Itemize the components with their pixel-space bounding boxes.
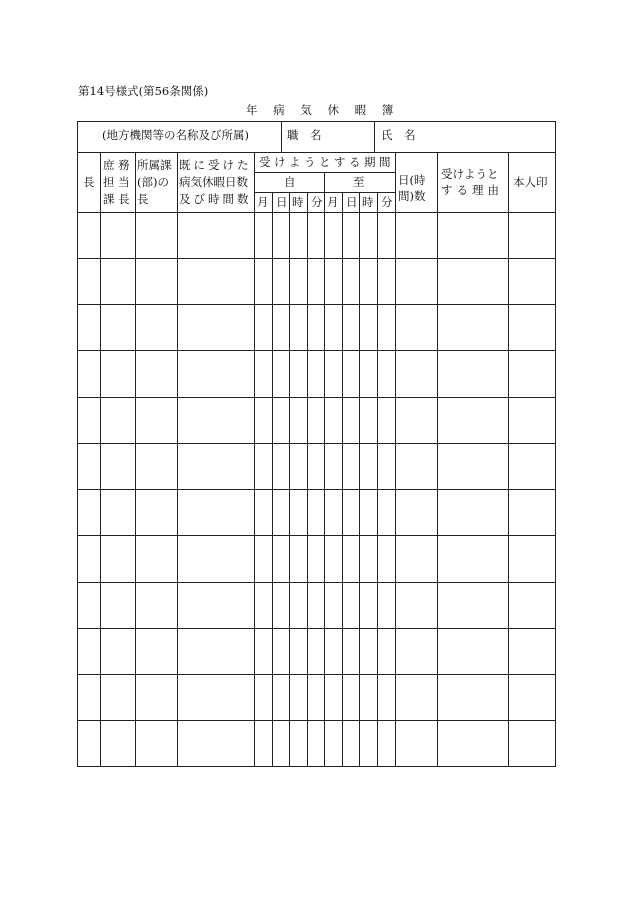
to-month-header: 月	[327, 195, 339, 209]
document-title: 年 病 気 休 暇 簿	[246, 103, 400, 117]
name-label: 氏 名	[381, 128, 416, 142]
reason-header-1: 受けようと	[441, 167, 499, 181]
reason-header-2: する理由	[441, 183, 503, 197]
agency-name-label: (地方機関等の名称及び所属)	[102, 128, 249, 142]
from-month-header: 月	[257, 195, 269, 209]
general-affairs-header-3: 課 長	[103, 192, 130, 206]
already-taken-header-1: 既に受けた	[179, 158, 252, 172]
period-header: 受けようとする期間	[259, 155, 394, 169]
from-hour-header: 時	[292, 195, 304, 209]
days-hours-header-2: 間)数	[398, 189, 426, 203]
seal-header: 本人印	[513, 175, 548, 189]
from-minute-header: 分	[311, 195, 323, 209]
form-number: 第14号様式(第56条関係)	[78, 84, 209, 98]
to-minute-header: 分	[381, 195, 393, 209]
section-chief-header-3: 長	[137, 192, 149, 206]
already-taken-header-2: 病気休暇日数	[179, 175, 248, 189]
general-affairs-header-2: 担 当	[103, 175, 130, 189]
from-day-header: 日	[276, 195, 288, 209]
from-header: 自	[284, 175, 296, 189]
general-affairs-header-1: 庶 務	[103, 158, 130, 172]
section-chief-header-2: (部)の	[137, 175, 169, 189]
to-header: 至	[353, 175, 365, 189]
to-hour-header: 時	[362, 195, 374, 209]
days-hours-header-1: 日(時	[398, 173, 426, 187]
to-day-header: 日	[346, 195, 358, 209]
post-label: 職 名	[287, 128, 322, 142]
already-taken-header-3: 及び時間数	[179, 192, 252, 206]
chief-header: 長	[83, 175, 95, 189]
section-chief-header-1: 所属課	[137, 158, 172, 172]
